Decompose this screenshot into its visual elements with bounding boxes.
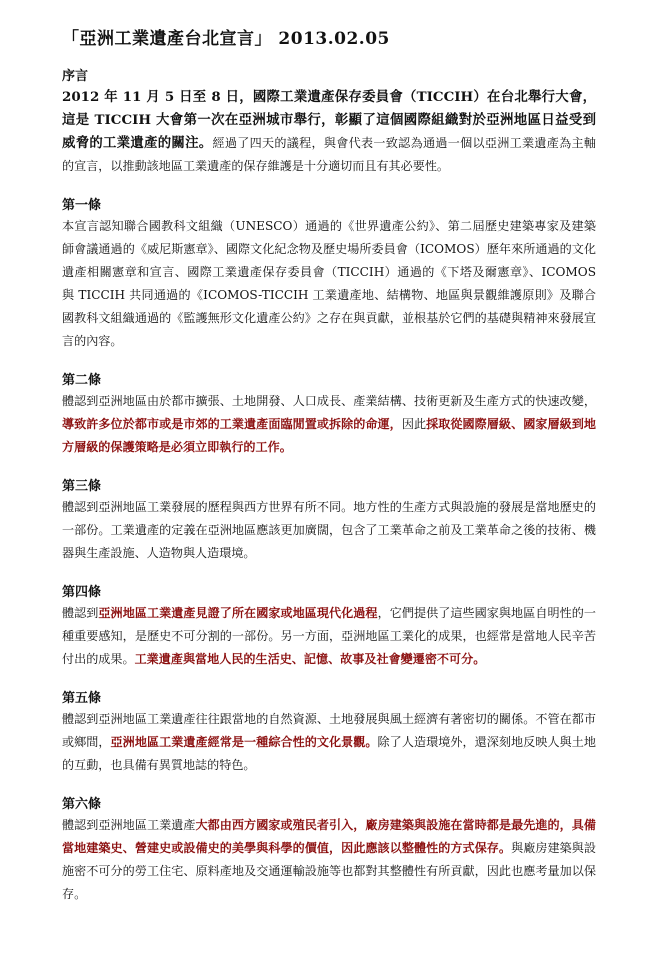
preface-paragraph xyxy=(62,86,596,178)
article-3-text: 體認到亞洲地區工業發展的歷程與西方世界有所不同。地方性的生產方式與設施的發展是當地歷史的一部份。工業遺產的定義在亞洲地區應該更加廣闊，包含了工業革命之前及工業革命之後的技術、機器與生產設施、人造物與人造環境。 xyxy=(62,500,596,560)
article-2-heading: 第二條 xyxy=(62,373,102,388)
article-2-highlight-2: 採取從國際層級、國家層級到地方層級的保護策略是必須立即執行的工作。 xyxy=(62,417,596,454)
article-5-text-2: 除了人造環境外，還深刻地反映人與土地的互動，也具備有異質地誌的特色。 xyxy=(62,735,596,772)
article-6-highlight-1: 大都由西方國家或殖民者引入，廠房建築與設施在當時都是最先進的，具備當地建築史、營建史或設備史的美學與科學的價值，因此應該以整體性的方式保存。 xyxy=(62,818,596,855)
preface-body-text: 經過了四天的議程，與會代表一致認為通過一個以亞洲工業遺產為主軸的宣言，以推動該地區工業遺產的保存維護是十分適切而且有其必要性。 xyxy=(62,136,596,173)
article-6-text-1: 體認到亞洲地區工業遺產 xyxy=(62,818,196,832)
article-6-section xyxy=(62,793,596,906)
article-4-highlight-1: 亞洲地區工業遺產見證了所在國家或地區現代化過程 xyxy=(98,606,378,620)
article-6-text-2: 與廠房建築與設施密不可分的勞工住宅、原料產地及交通運輸設施等也都對其整體性有所貢獻，因此也應考量加以保存。 xyxy=(62,841,596,901)
article-4-highlight-2: 工業遺產與當地人民的生活史、記憶、故事及社會變遷密不可分。 xyxy=(134,652,486,666)
article-3-heading: 第三條 xyxy=(62,479,102,494)
article-4-heading: 第四條 xyxy=(62,585,102,600)
article-3-section xyxy=(62,475,596,565)
article-4-text-1: 體認到 xyxy=(62,606,99,620)
article-5-section xyxy=(62,687,596,777)
article-4-section xyxy=(62,581,596,671)
article-5-text-1: 體認到亞洲地區工業遺產往往跟當地的自然資源、土地發展與風土經濟有著密切的關係。不管在都市或鄉間， xyxy=(62,712,596,749)
article-2-highlight-1: 導致許多位於都市或是市郊的工業遺產面臨閒置或拆除的命運， xyxy=(62,417,402,431)
article-4-text-2: ，它們提供了這些國家與地區自明性的一種重要感知，是歷史不可分割的一部份。另一方面，亞洲地區工業化的成果，也經常是當地人民辛苦付出的成果。 xyxy=(62,606,596,666)
article-1-section xyxy=(62,194,596,353)
article-2-section xyxy=(62,369,596,459)
article-6-paragraph xyxy=(62,814,596,906)
preface-lead-text: 2012 年 11 月 5 日至 8 日，國際工業遺產保存委員會（TICCIH）在台北舉行大會，這是 TICCIH 大會第一次在亞洲城市舉行，彰顯了這個國際組織對於亞洲地區日益受到威脅的工業遺產的關注。 xyxy=(62,89,596,151)
article-4-paragraph xyxy=(62,602,596,671)
article-2-text-2: 因此 xyxy=(401,417,427,431)
article-6-heading: 第六條 xyxy=(62,797,102,812)
article-2-paragraph xyxy=(62,390,596,459)
article-2-text-1: 體認到亞洲地區由於都市擴張、土地開發、人口成長、產業結構、技術更新及生產方式的快速改變， xyxy=(62,394,596,408)
article-1-heading: 第一條 xyxy=(62,198,102,213)
preface-section xyxy=(62,65,596,178)
preface-heading: 序言 xyxy=(62,69,89,84)
article-1-paragraph xyxy=(62,215,596,353)
article-3-paragraph xyxy=(62,496,596,565)
article-5-highlight-1: 亞洲地區工業遺產經常是一種綜合性的文化景觀。 xyxy=(110,735,378,749)
article-1-text: 本宣言認知聯合國教科文組織（UNESCO）通過的《世界遺產公約》、第二屆歷史建築專家及建築師會議通過的《威尼斯憲章》、國際文化紀念物及歷史場所委員會（ICOMOS）歷年來所通過的文化遺產相關憲章和宣言、國際工業遺產保存委員會（TICCIH）通過的《下塔及爾憲章》、ICOMOS 與 TICCIH 共同通過的《ICOMOS-TICCIH 工業遺產地、結構物、地區與景觀維護原則》及聯合國教科文組織通過的《監護無形文化遺產公約》之存在與貢獻，並根基於它們的基礎與精神來發展宣言的內容。 xyxy=(62,219,596,348)
article-5-paragraph xyxy=(62,708,596,777)
article-5-heading: 第五條 xyxy=(62,691,102,706)
document-title: 「亞洲工業遺產台北宣言」 2013.02.05 xyxy=(62,29,390,49)
